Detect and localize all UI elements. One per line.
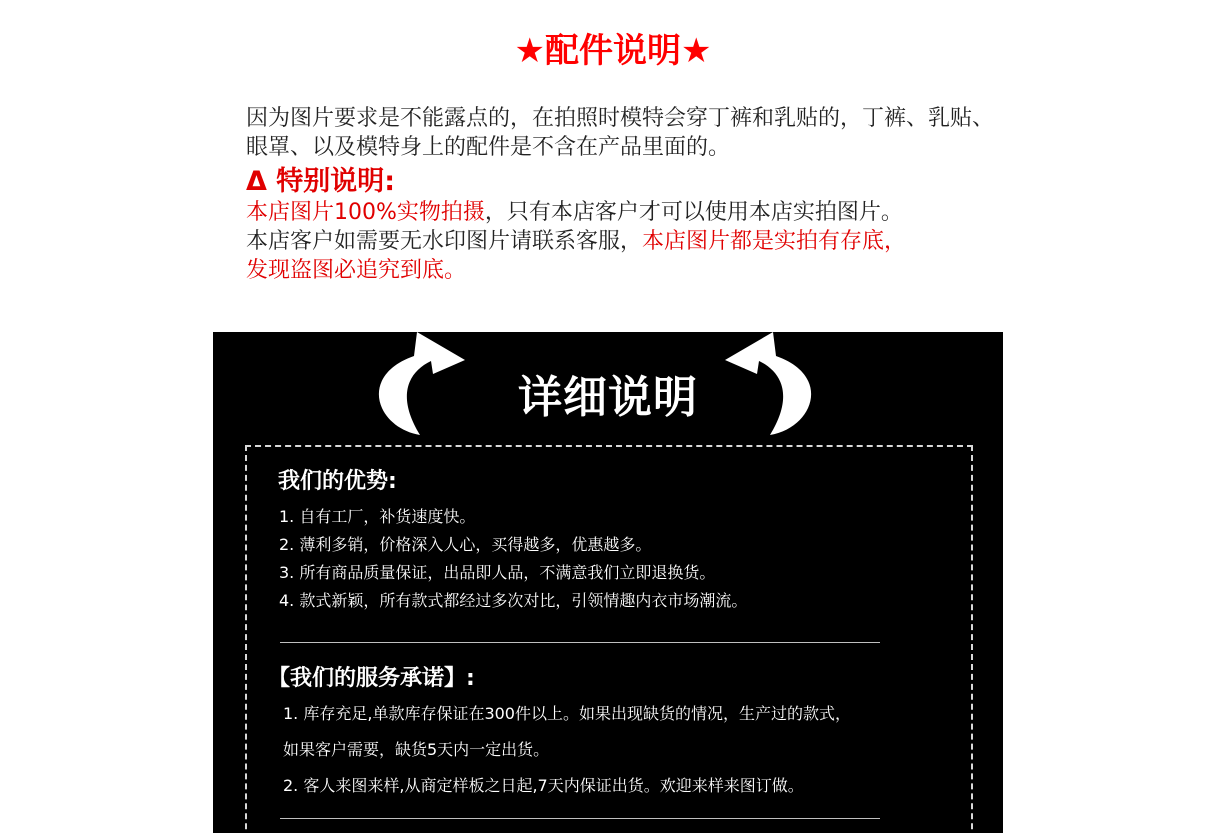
advantages-list	[279, 503, 747, 615]
list-item: 2. 薄利多销，价格深入人心，买得越多，优惠越多。	[279, 535, 652, 554]
special-note-body	[246, 198, 1006, 285]
theft-warning-text: 发现盗图必追究到底。	[246, 258, 467, 283]
detail-panel	[213, 332, 1003, 833]
list-item: 1. 自有工厂，补货速度快。	[279, 507, 476, 526]
photo-archive-text: 本店图片都是实拍有存底，	[642, 229, 907, 254]
advantages-heading: 我们的优势:	[278, 469, 397, 494]
service-heading: 【我们的服务承诺】:	[268, 666, 475, 691]
photo-usage-text: ，只有本店客户才可以使用本店实拍图片。	[484, 200, 903, 225]
watermark-request-text: 本店客户如需要无水印图片请联系客服，	[246, 229, 643, 254]
special-note-line-1	[246, 198, 1006, 227]
photo-authenticity-text: 本店图片100%实物拍摄	[246, 200, 485, 225]
accessory-note-intro: 因为图片要求是不能露点的，在拍照时模特会穿丁裤和乳贴的，丁裤、乳贴、眼罩、以及模特身上的配件是不含在产品里面的。	[246, 106, 995, 160]
divider	[280, 642, 880, 643]
list-item: 如果客户需要，缺货5天内一定出货。	[283, 740, 550, 759]
special-note-heading: Δ 特别说明:	[246, 166, 396, 197]
accessory-note-title: ★配件说明★	[514, 31, 712, 71]
service-list	[283, 696, 851, 804]
detail-title: 详细说明	[518, 372, 698, 423]
list-item: 3. 所有商品质量保证，出品即人品，不满意我们立即退换货。	[279, 563, 716, 582]
divider	[280, 818, 880, 819]
list-item: 2. 客人来图来样,从商定样板之日起,7天内保证出货。欢迎来样来图订做。	[283, 776, 804, 795]
list-item: 4. 款式新颖，所有款式都经过多次对比，引领情趣内衣市场潮流。	[279, 591, 748, 610]
special-note-line-2	[246, 227, 1006, 256]
list-item: 1. 库存充足,单款库存保证在300件以上。如果出现缺货的情况，生产过的款式，	[283, 704, 851, 723]
special-note-line-3	[246, 256, 1006, 285]
